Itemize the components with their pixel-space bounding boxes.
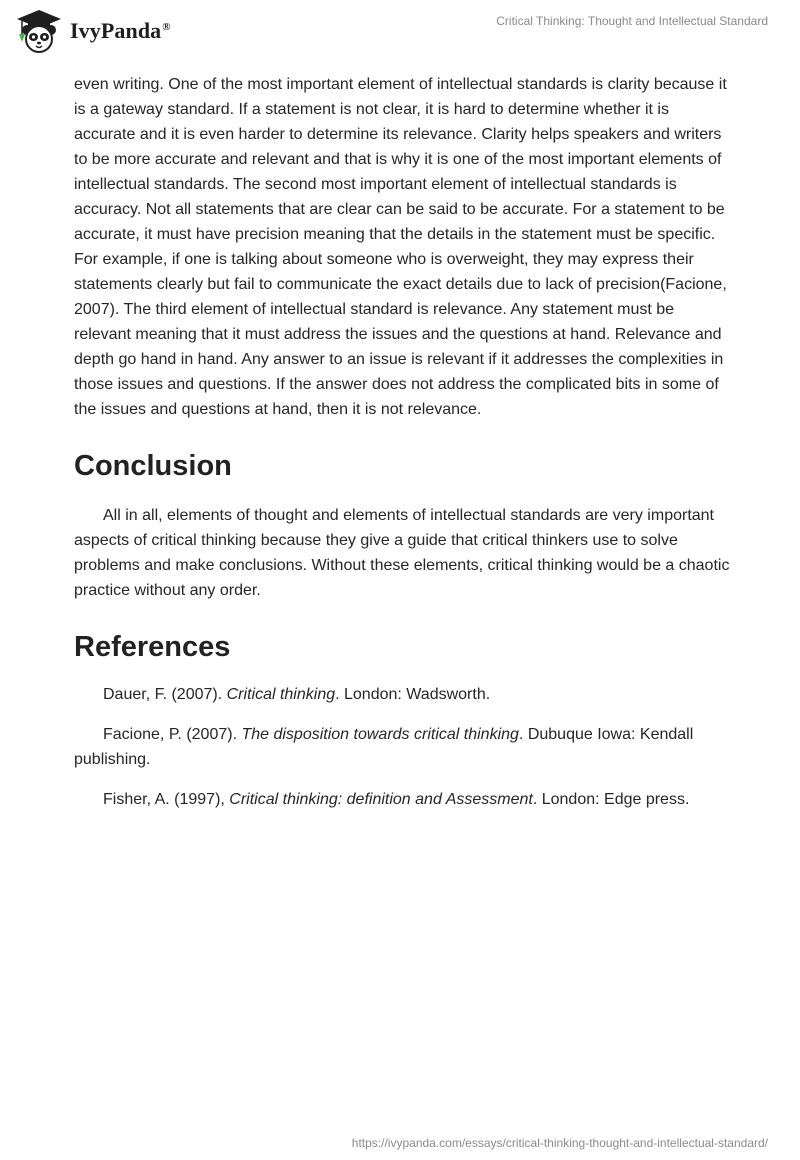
conclusion-paragraph: All in all, elements of thought and elements of intellectual standards are very important aspects of critical thinking because they give a guide that critical thinkers use to solve problems and make conclusions. Without these elements, critical thinking would be a chaotic practice without any order. [74, 507, 730, 599]
reference-item: Fisher, A. (1997), Critical thinking: definition and Assessment. London: Edge press. [103, 791, 690, 808]
references-list [74, 682, 734, 812]
conclusion-heading: Conclusion [74, 450, 232, 482]
brand-logo[interactable] [14, 8, 171, 54]
page-header [0, 0, 800, 62]
references-heading: References [74, 631, 231, 663]
source-url[interactable]: https://ivypanda.com/essays/critical-thinking-thought-and-intellectual-standard/ [351, 1136, 768, 1150]
body-paragraph: even writing. One of the most important element of intellectual standards is clarity because it is a gateway standard. If a statement is not clear, it is hard to determine whether it is accurate and it is even harder to determine its relevance. Clarity helps speakers and writers to be more accurate and relevant and that is why it is one of the most important elements of intellectual standards. The second most important element of intellectual standards is accuracy. Not all statements that are clear can be said to be accurate. For a statement to be accurate, it must have precision meaning that the details in the statement must be specific. For example, if one is talking about someone who is overweight, they may express their statements clearly but fail to communicate the exact details due to lack of precision(Facione, 2007). The third element of intellectual standard is relevance. Any statement must be relevant meaning that it must address the issues and the questions at hand. Relevance and depth go hand in hand. Any answer to an issue is relevant if it addresses the complexities in those issues and questions. If the answer does not address the complicated bits in some of the issues and questions at hand, then it is not relevance. [74, 76, 727, 418]
reference-item: Dauer, F. (2007). Critical thinking. London: Wadsworth. [103, 686, 491, 703]
reference-item: Facione, P. (2007). The disposition towards critical thinking. Dubuque Iowa: Kendall publishing. [74, 726, 694, 768]
essay-content [74, 72, 734, 827]
panda-graduate-icon [14, 8, 64, 54]
brand-name: IvyPanda® [70, 18, 171, 43]
document-title: Critical Thinking: Thought and Intellectual Standard [496, 14, 768, 28]
